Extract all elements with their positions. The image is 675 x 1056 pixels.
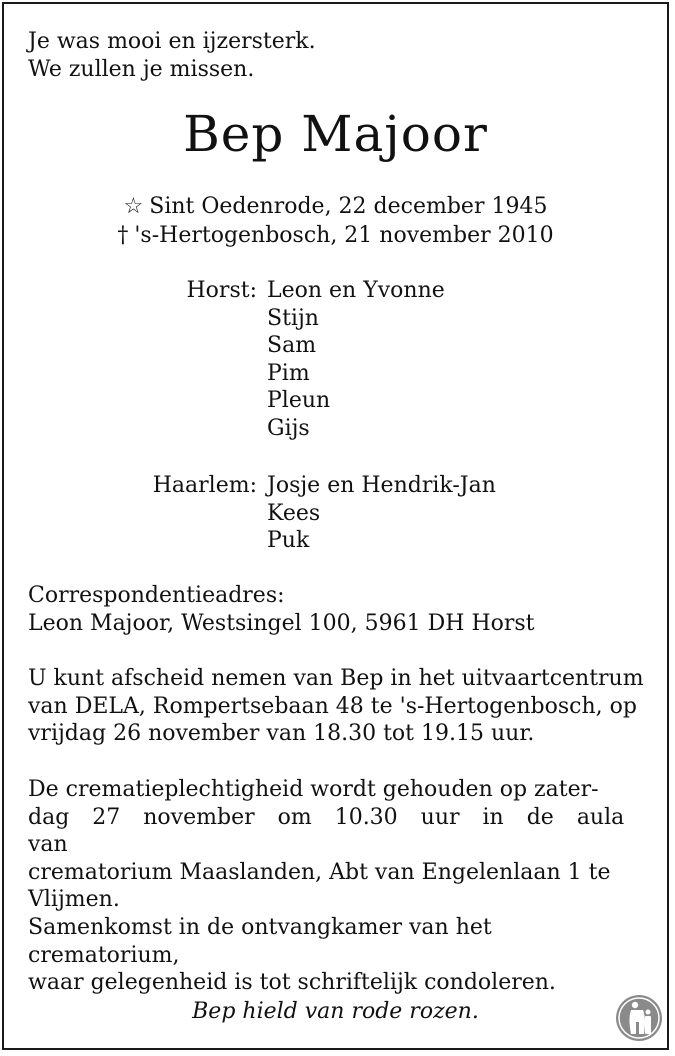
family-member: Pleun <box>267 388 331 414</box>
death-line <box>0 221 671 250</box>
family-member: Josje en Hendrik-Jan <box>267 473 496 498</box>
intro-verse <box>28 28 316 84</box>
gathering-paragraph <box>28 914 646 997</box>
ceremony-line: De crematieplechtigheid wordt gehouden op zater- <box>28 777 599 802</box>
deceased-name: Bep Majoor <box>183 105 488 163</box>
birth-line <box>0 192 671 221</box>
family-member: Stijn <box>267 305 319 331</box>
ceremony-line: Vlijmen. <box>28 887 120 913</box>
family-member: Sam <box>267 333 317 359</box>
correspondence-label: Correspondentieadres: <box>28 583 285 608</box>
family-members <box>267 277 445 443</box>
family-place: Horst: <box>186 278 257 303</box>
gathering-line: Samenkomst in de ontvangkamer van het crematorium, <box>28 915 492 968</box>
farewell-line: van DELA, Rompertsebaan 48 te 's-Hertogenbosch, op <box>28 693 637 719</box>
closing-line: Bep hield van rode rozen. <box>192 999 479 1024</box>
family-member: Pim <box>267 360 310 386</box>
memorial-logo-icon <box>615 994 663 1042</box>
family-member: Gijs <box>267 415 310 441</box>
gathering-line: waar gelegenheid is tot schriftelijk condoleren. <box>28 970 556 996</box>
farewell-paragraph <box>28 665 646 748</box>
correspondence-address <box>28 582 646 637</box>
ceremony-paragraph <box>28 776 646 914</box>
intro-line-1: Je was mooi en ijzersterk. <box>28 29 316 54</box>
correspondence-text: Leon Majoor, Westsingel 100, 5961 DH Horst <box>28 610 535 636</box>
family-member: Kees <box>267 500 321 526</box>
ceremony-line: dag 27 november om 10.30 uur in de aula van <box>28 804 625 858</box>
farewell-line: U kunt afscheid nemen van Bep in het uitvaartcentrum <box>28 666 644 691</box>
family-members <box>267 472 496 555</box>
family-member: Leon en Yvonne <box>267 278 445 303</box>
star-icon: ☆ <box>123 194 144 219</box>
farewell-line: vrijdag 26 november van 18.30 tot 19.15 uur. <box>28 721 535 747</box>
death-text: 's-Hertogenbosch, 21 november 2010 <box>134 223 554 248</box>
ceremony-line: crematorium Maaslanden, Abt van Engelenlaan 1 te <box>28 859 611 885</box>
life-dates <box>0 192 671 250</box>
cross-icon: † <box>117 223 129 248</box>
family-member: Puk <box>267 528 310 554</box>
intro-line-2: We zullen je missen. <box>28 57 255 82</box>
birth-text: Sint Oedenrode, 22 december 1945 <box>149 194 548 219</box>
family-place: Haarlem: <box>152 473 257 498</box>
